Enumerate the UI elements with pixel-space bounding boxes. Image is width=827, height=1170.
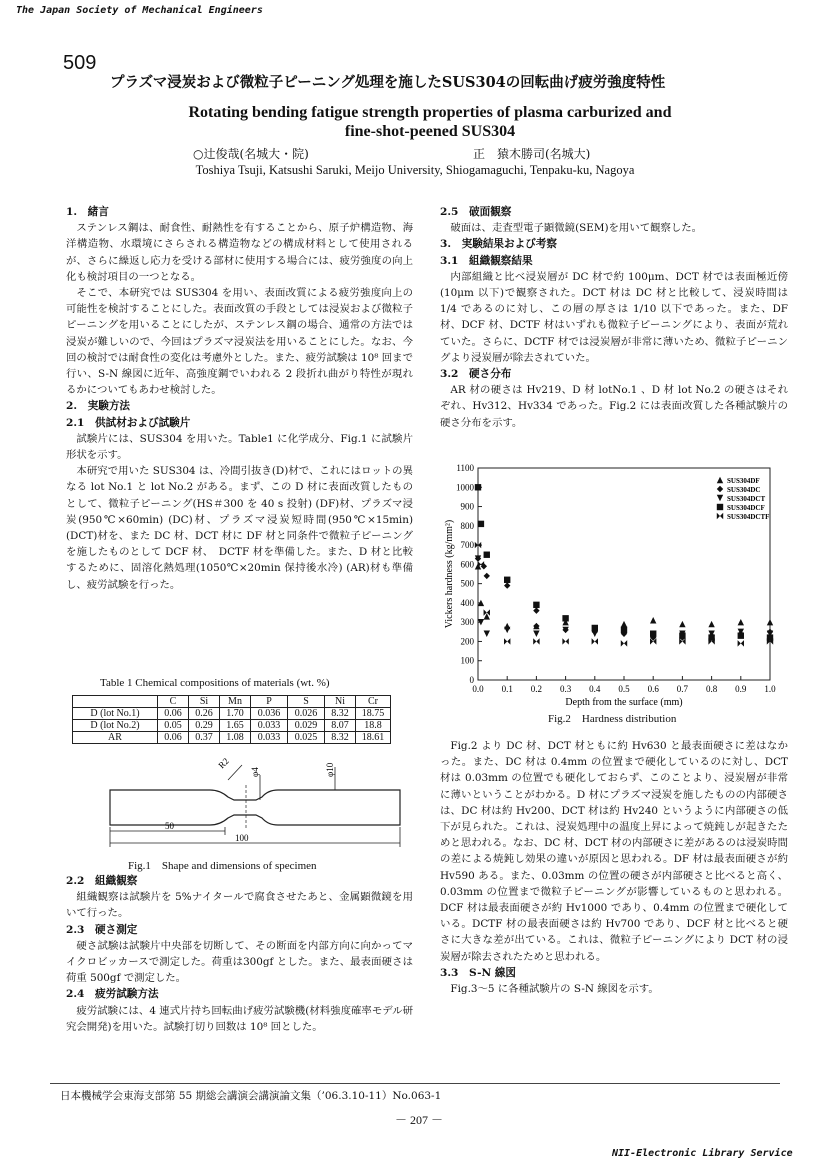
y-tick-label: 0 xyxy=(469,675,474,685)
section-2-1-heading: 2.1 供試材および試験片 xyxy=(66,416,191,429)
data-point-sus304dct xyxy=(504,627,510,633)
table-row xyxy=(73,720,391,732)
data-point-sus304dcf xyxy=(738,632,744,638)
x-axis-label: Depth from the surface (mm) xyxy=(565,697,683,708)
table-row xyxy=(73,732,391,744)
data-point-sus304dct xyxy=(533,631,539,637)
data-point-sus304dctf xyxy=(738,640,744,646)
data-point-sus304dctf xyxy=(478,561,484,567)
table-cell: 0.025 xyxy=(288,732,325,744)
table-row xyxy=(73,708,391,720)
table-header-cell: S xyxy=(288,696,325,708)
y-tick-label: 600 xyxy=(460,559,474,570)
intro-paragraph-2: そこで、本研究では SUS304 を用い、表面改質による疲労強度向上の可能性を検討することにした。表面改質の手段としては浸炭および微粒子ピーニングを用いることにしたが、ステンレス鋼の場合、通常の方法では浸炭が難しいので、今回はプラズマ浸炭法を用いることにした。なお、今回の検討では耐食性の変化は考慮外とした。また、疲労試験は 10⁸ 回まで行い、S-N 線図に近年、高強度鋼でいわれる 2 段折れ曲がり特性が現れるかについてもあわせ検討した。 xyxy=(66,287,413,397)
microstructure-paragraph: 組織観察は試験片を 5%ナイタールで腐食させたあと、金属顕微鏡を用いて行った。 xyxy=(66,891,413,920)
title-japanese: プラズマ浸炭および微粒子ピーニング処理を施したSUS304の回転曲げ疲労強度特性 xyxy=(110,74,666,91)
y-tick-label: 400 xyxy=(460,597,474,608)
materials-paragraph-2: 本研究で用いた SUS304 は、冷間引抜き(D)材で、これにはロットの異なる lot No.1 と lot No.2 がある。まず、この D 材に表面改質したものとして、微粒子ピーニング(HS＃300 を 40 s 投射) (DF)材、プラズマ浸炭(950℃×60min) (DC)材、プラズマ浸炭短時間(950℃×15min) (DCT)材を、また DC 材、DCT 材に DF 材と同条件で微粒子ピーニングを施したものとして DCF 材、 DCTF 材を準備した。また、D 材と比較するために、固溶化熱処理(1050℃×20min 保持後水冷) (AR)材も準備し、疲労試験を行った。 xyxy=(66,465,413,591)
table-cell: 0.026 xyxy=(288,708,325,720)
data-point-sus304dcf xyxy=(621,627,627,633)
x-tick-label: 0.6 xyxy=(647,684,659,694)
y-tick-label: 1000 xyxy=(456,482,474,493)
small-diameter-label: φ4 xyxy=(250,767,260,777)
chemical-composition-table xyxy=(72,695,391,744)
length-50-label: 50 xyxy=(165,821,174,831)
table-cell: 0.05 xyxy=(158,720,189,732)
data-point-sus304df xyxy=(708,621,714,627)
table-cell: 0.37 xyxy=(189,732,220,744)
data-point-sus304dcf xyxy=(650,631,656,637)
radius-label: R2 xyxy=(216,755,231,771)
legend-label-sus304df: SUS304DF xyxy=(727,477,760,485)
y-tick-label: 100 xyxy=(460,655,474,666)
legend-marker-sus304dctf xyxy=(717,513,723,519)
table-cell: D (lot No.2) xyxy=(73,720,158,732)
x-tick-label: 0.4 xyxy=(589,684,601,694)
specimen-outline xyxy=(110,785,400,830)
table-header-cell: Cr xyxy=(356,696,391,708)
data-point-sus304df xyxy=(767,619,773,625)
legend-label-sus304dct: SUS304DCT xyxy=(727,495,766,503)
x-tick-label: 0.0 xyxy=(472,684,484,694)
data-point-sus304dc xyxy=(533,607,539,613)
page-number: － 207 － xyxy=(395,1113,444,1127)
data-point-sus304dcf xyxy=(478,521,484,527)
affiliation: Toshiya Tsuji, Katsushi Saruki, Meijo University, Shiogamaguchi, Tenpaku-ku, Nagoya xyxy=(195,163,635,177)
legend-marker-sus304dcf xyxy=(717,504,723,510)
y-axis-label: Vickers hardness (kg/mm²) xyxy=(444,519,455,629)
section-2-5-heading: 2.5 破面観察 xyxy=(440,206,512,218)
table-cell: D (lot No.1) xyxy=(73,708,158,720)
section-3-heading: 3. 実験結果および考察 xyxy=(440,238,557,251)
x-tick-label: 0.8 xyxy=(705,684,718,694)
materials-paragraph-1: 試験片には、SUS304 を用いた。Table1 に化学成分、Fig.1 に試験片形状を示す。 xyxy=(66,432,413,462)
legend-label-sus304dc: SUS304DC xyxy=(727,486,761,494)
hardness-distribution-chart xyxy=(440,460,790,710)
left-column xyxy=(66,204,413,593)
x-tick-label: 0.3 xyxy=(559,684,572,694)
data-point-sus304dcf xyxy=(484,552,490,558)
sn-diagram-paragraph: Fig.3～5 に各種試験片の S-N 線図を示す。 xyxy=(450,983,659,996)
data-point-sus304dctf xyxy=(621,640,627,646)
table-cell: 1.70 xyxy=(220,708,251,720)
data-point-sus304dcf xyxy=(679,632,685,638)
table-cell: 8.07 xyxy=(325,720,356,732)
section-2-heading: 2. 実験方法 xyxy=(66,400,131,413)
table-cell: 8.32 xyxy=(325,708,356,720)
hardness-discussion-paragraph: Fig.2 より DC 材、DCT 材ともに約 Hv630 と最表面硬さに差はなかった。また、DC 材は 0.4mm の位置まで硬化しているのに対し、DCT 材は 0.03mm の位置でも硬化しておらず、このことより、浸炭層が非常に薄いということがわかる。D 材にプラズマ浸炭を施したものの内部硬さは、DC 材は約 Hv200、DCT 材は約 Hv240 というように内部硬さの低下が見られた。これは、浸炭処理中の温度上昇によって焼鈍しが起きたためと思われる。なお、DC 材、DCT 材の内部硬さに差があるのは浸炭時間の差による焼鈍し効果の違いが原因と思われる。DF 材は最表面硬さが約 Hv590 ある。また、0.03mm の位置の硬さが内部硬さと比べると高く、0.03mm の位置まで微粒子ピーニングが影響しているものと思われる。DCF 材は最表面硬さが約 Hv1000 であり、0.4mm の位置まで硬化している。DCTF 材の最表面硬さは約 Hv700 であり、DCF 材と比べると硬さに大きな差が出ている。これは、微粒子ピーニングにより DCT 材の浸炭層が除去されたためと思われる。 xyxy=(440,740,788,963)
x-tick-label: 0.7 xyxy=(676,684,689,694)
nii-footer: NII-Electronic Library Service xyxy=(612,1148,793,1159)
section-3-3-heading: 3.3 S-N 線図 xyxy=(440,966,517,979)
y-tick-label: 300 xyxy=(460,617,474,628)
fig-2-caption: Fig.2 Hardness distribution xyxy=(548,713,677,725)
table-cell: 0.06 xyxy=(158,708,189,720)
fig-1-caption: Fig.1 Shape and dimensions of specimen xyxy=(128,860,317,872)
hardness-method-paragraph: 硬さ試験は試験片中央部を切断して、その断面を内部方向に向かってマイクロビッカースで測定した。荷重は300gf とした。また、最表面硬さは荷重 500gf で測定した。 xyxy=(66,939,413,985)
data-point-sus304dc xyxy=(484,573,490,579)
specimen-drawing xyxy=(70,755,415,855)
length-100-label: 100 xyxy=(235,833,249,843)
y-tick-label: 1100 xyxy=(456,463,474,473)
data-point-sus304dctf xyxy=(533,638,539,644)
data-point-sus304dcf xyxy=(475,484,481,490)
society-header: The Japan Society of Mechanical Engineers xyxy=(16,5,263,16)
data-point-sus304dct xyxy=(592,631,598,637)
table-header-cell: Ni xyxy=(325,696,356,708)
table-cell: 0.033 xyxy=(251,720,288,732)
table-cell: 0.06 xyxy=(158,732,189,744)
x-tick-label: 0.9 xyxy=(735,684,747,694)
legend-label-sus304dcf: SUS304DCF xyxy=(727,504,765,512)
table-cell: 1.08 xyxy=(220,732,251,744)
legend-marker-sus304dct xyxy=(717,495,723,501)
microstructure-results-paragraph: 内部組織と比べ浸炭層が DC 材で約 100μm、DCT 材では表面極近傍(10μm 以下)で観察された。DCT 材は DC 材と比較して、浸炭時間は 1/4 であるのに対し、この層の厚さは 1/10 以下であった。また、DF 材、DCF 材、DCTF 材はいずれも微粒子ピーニングにより、表面が荒れていた。さらに、DCTF 材では浸炭層が非常に薄いため、微粒子ピーニングより浸炭層が除去されていた。 xyxy=(440,270,788,364)
legend-marker-sus304df xyxy=(717,477,723,483)
table-cell: 0.033 xyxy=(251,732,288,744)
intro-paragraph-1: ステンレス鋼は、耐食性、耐熱性を有することから、原子炉構造物、海洋構造物、水環境にさらされる構造物などの構成材料として使用されるが、さらに繰返し応力を受ける部材に使用する場合には、疲労強度の向上化も検討項目の一つとなる。 xyxy=(66,222,413,283)
x-tick-label: 1.0 xyxy=(764,684,776,694)
section-1-heading: 1. 緒言 xyxy=(66,206,109,218)
proceedings-footer: 日本機械学会東海支部第 55 期総会講演会講演論文集（’06.3.10-11）No.063-1 xyxy=(60,1090,442,1102)
legend-label-sus304dctf: SUS304DCTF xyxy=(727,513,770,521)
data-point-sus304dctf xyxy=(562,638,568,644)
data-point-sus304df xyxy=(621,621,627,627)
section-2-3-heading: 2.3 硬さ測定 xyxy=(66,923,138,936)
data-point-sus304dcf xyxy=(592,625,598,631)
title-english-line2: fine-shot-peened SUS304 xyxy=(344,123,516,140)
table-cell: 1.65 xyxy=(220,720,251,732)
data-point-sus304dct xyxy=(484,631,490,637)
table-header-cell xyxy=(73,696,158,708)
data-point-sus304dc xyxy=(504,582,510,588)
data-point-sus304df xyxy=(679,621,685,627)
y-tick-label: 200 xyxy=(460,636,474,647)
data-point-sus304df xyxy=(650,617,656,623)
x-tick-label: 0.2 xyxy=(530,684,543,694)
table-cell: 0.029 xyxy=(288,720,325,732)
table-header-cell: P xyxy=(251,696,288,708)
y-tick-label: 500 xyxy=(460,578,474,589)
table-cell: 0.26 xyxy=(189,708,220,720)
table-cell: 8.32 xyxy=(325,732,356,744)
table-header-cell: Si xyxy=(189,696,220,708)
paper-number: 509 xyxy=(63,52,97,74)
left-column-lower xyxy=(66,873,413,1035)
table-cell: 18.61 xyxy=(356,732,391,744)
author-second: 正 猿木勝司(名城大) xyxy=(473,147,591,161)
table-header-cell: Mn xyxy=(220,696,251,708)
section-2-2-heading: 2.2 組織観察 xyxy=(66,875,138,887)
author-first: ○辻俊哉(名城大・院) xyxy=(193,147,309,161)
table-1-caption: Table 1 Chemical compositions of materials (wt. %) xyxy=(100,677,330,689)
large-diameter-label: φ10 xyxy=(325,762,335,777)
right-column-lower xyxy=(440,738,788,997)
section-3-1-heading: 3.1 組織観察結果 xyxy=(440,254,533,267)
table-cell: 18.8 xyxy=(356,720,391,732)
data-point-sus304dcf xyxy=(533,602,539,608)
footer-divider xyxy=(50,1083,780,1084)
data-point-sus304dctf xyxy=(592,638,598,644)
fracture-paragraph: 破面は、走査型電子顕微鏡(SEM)を用いて観察した。 xyxy=(450,222,703,235)
fatigue-method-paragraph: 疲労試験には、4 連式片持ち回転曲げ疲労試験機(材料強度確率モデル研究会開発)を用いた。試験打切り回数は 10⁸ 回とした。 xyxy=(66,1004,413,1033)
y-tick-label: 900 xyxy=(460,501,474,512)
x-tick-label: 0.5 xyxy=(618,684,630,694)
right-column-top xyxy=(440,204,788,431)
y-tick-label: 700 xyxy=(460,540,474,551)
data-point-sus304dcf xyxy=(562,615,568,621)
y-tick-label: 800 xyxy=(460,520,474,531)
x-tick-label: 0.1 xyxy=(501,684,513,694)
hardness-intro-paragraph: AR 材の硬さは Hv219、D 材 lotNo.1 、D 材 lot No.2 の硬さはそれぞれ、Hv312、Hv334 であった。Fig.2 には表面改質した各種試験片の硬さ分布を示す。 xyxy=(440,384,788,429)
table-cell: 0.036 xyxy=(251,708,288,720)
data-point-sus304dctf xyxy=(504,638,510,644)
section-3-2-heading: 3.2 硬さ分布 xyxy=(440,368,512,381)
section-2-4-heading: 2.4 疲労試験方法 xyxy=(66,988,159,1001)
data-point-sus304dcf xyxy=(504,577,510,583)
table-cell: AR xyxy=(73,732,158,744)
data-point-sus304df xyxy=(738,619,744,625)
table-cell: 18.75 xyxy=(356,708,391,720)
table-cell: 0.29 xyxy=(189,720,220,732)
table-header-row xyxy=(73,696,391,708)
table-header-cell: C xyxy=(158,696,189,708)
legend-marker-sus304dc xyxy=(717,486,723,492)
title-english-line1: Rotating bending fatigue strength properties of plasma carburized and xyxy=(188,104,672,121)
